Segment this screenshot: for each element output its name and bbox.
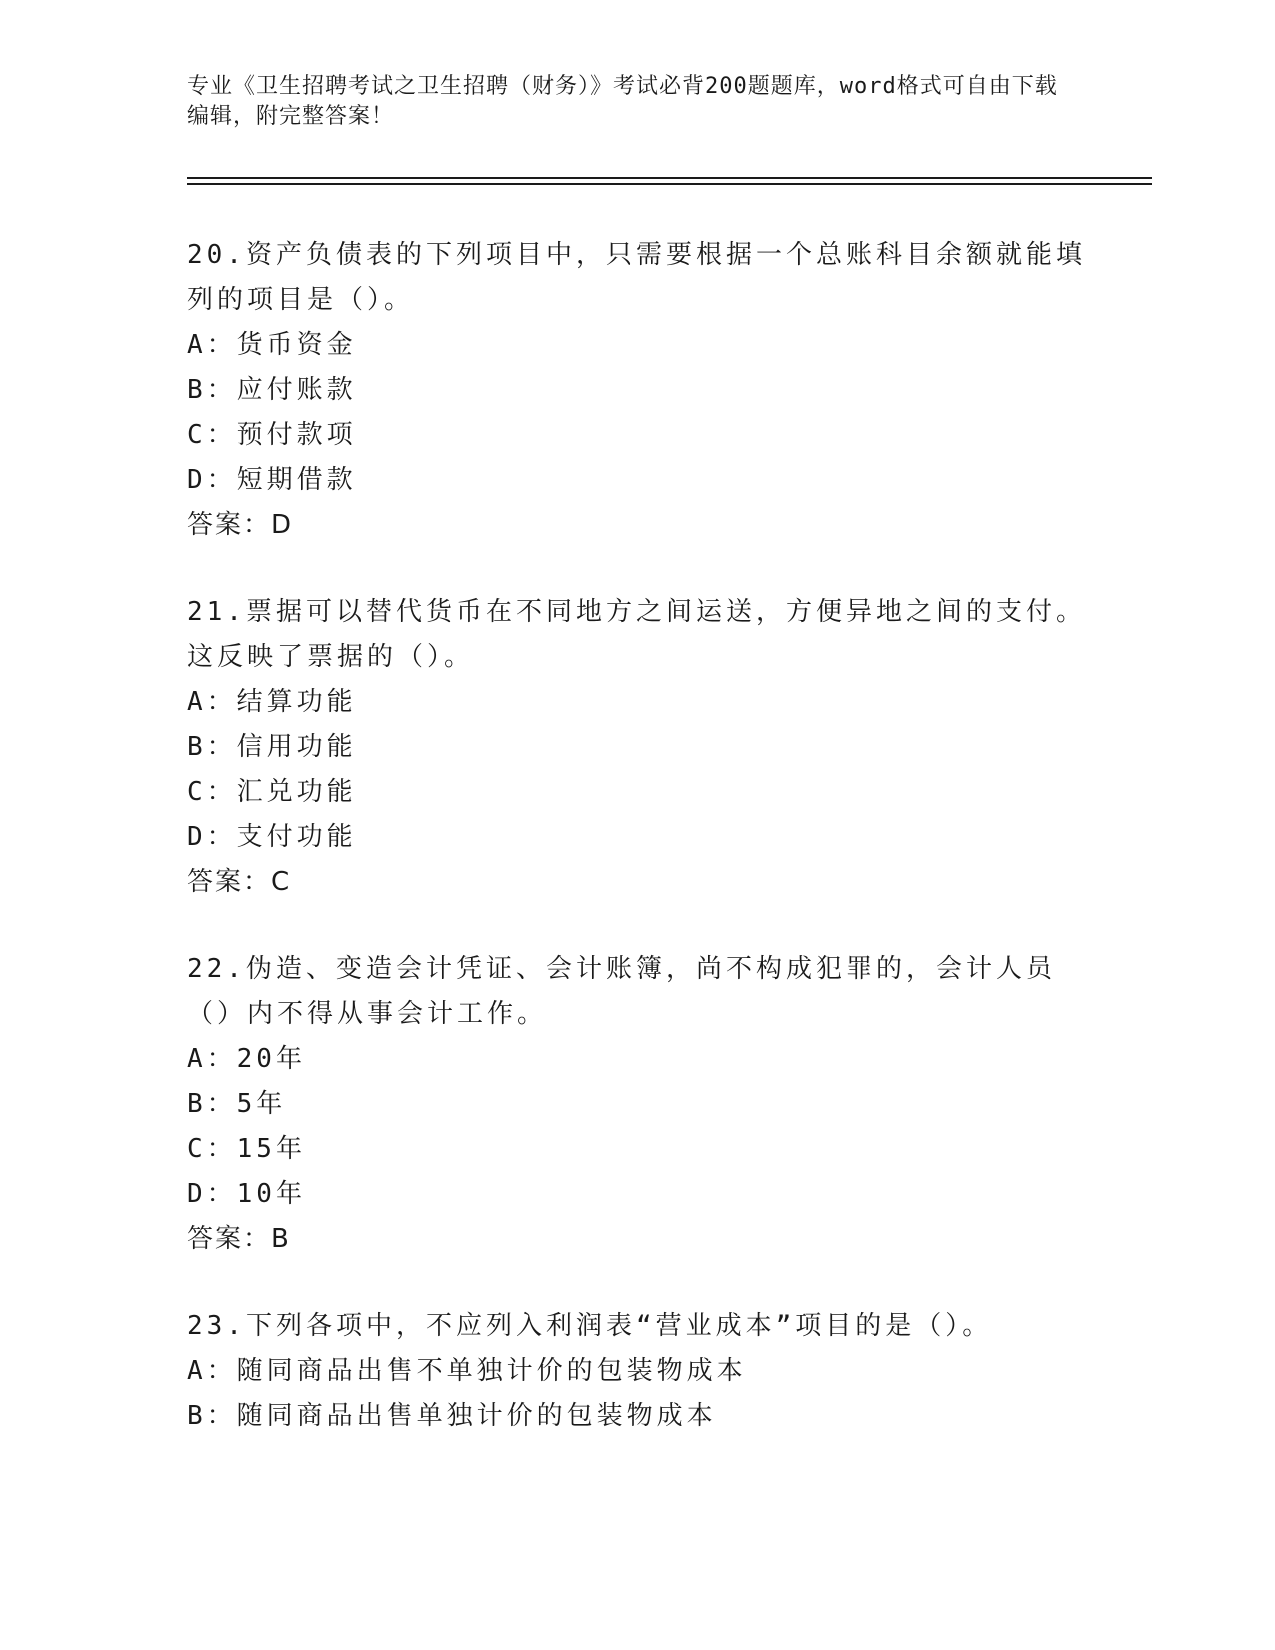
option-c: C：预付款项 [187, 420, 357, 450]
answer: 答案：D [187, 510, 294, 540]
option-d: D：支付功能 [187, 822, 357, 852]
option-a: A：结算功能 [187, 687, 357, 717]
option-b: B：应付账款 [187, 375, 357, 405]
header-divider-bottom [187, 183, 1152, 185]
question-text: 23.下列各项中，不应列入利润表“营业成本”项目的是（）。 [187, 1311, 993, 1341]
question-text: 21.票据可以替代货币在不同地方之间运送，方便异地之间的支付。这反映了票据的（）。 [187, 597, 1086, 672]
question-23 [187, 1304, 1087, 1439]
question-22 [187, 947, 1087, 1262]
answer: 答案：B [187, 1224, 291, 1254]
question-20 [187, 233, 1087, 548]
option-c: C：汇兑功能 [187, 777, 357, 807]
option-d: D：10年 [187, 1179, 306, 1209]
question-text: 22.伪造、变造会计凭证、会计账簿，尚不构成犯罪的，会计人员（）内不得从事会计工作。 [187, 954, 1056, 1029]
answer: 答案：C [187, 867, 292, 897]
option-a: A：20年 [187, 1044, 306, 1074]
document-header: 专业《卫生招聘考试之卫生招聘（财务）》考试必背200题题库，word格式可自由下载编辑，附完整答案！ [187, 74, 1058, 129]
option-b: B：随同商品出售单独计价的包装物成本 [187, 1401, 717, 1431]
option-c: C：15年 [187, 1134, 306, 1164]
question-list [187, 233, 1087, 1481]
option-a: A：随同商品出售不单独计价的包装物成本 [187, 1356, 747, 1386]
question-text: 20.资产负债表的下列项目中，只需要根据一个总账科目余额就能填列的项目是（）。 [187, 240, 1086, 315]
option-b: B：信用功能 [187, 732, 357, 762]
option-b: B：5年 [187, 1089, 287, 1119]
option-a: A：货币资金 [187, 330, 357, 360]
header-divider-top [187, 177, 1152, 179]
question-21 [187, 590, 1087, 905]
option-d: D：短期借款 [187, 465, 357, 495]
